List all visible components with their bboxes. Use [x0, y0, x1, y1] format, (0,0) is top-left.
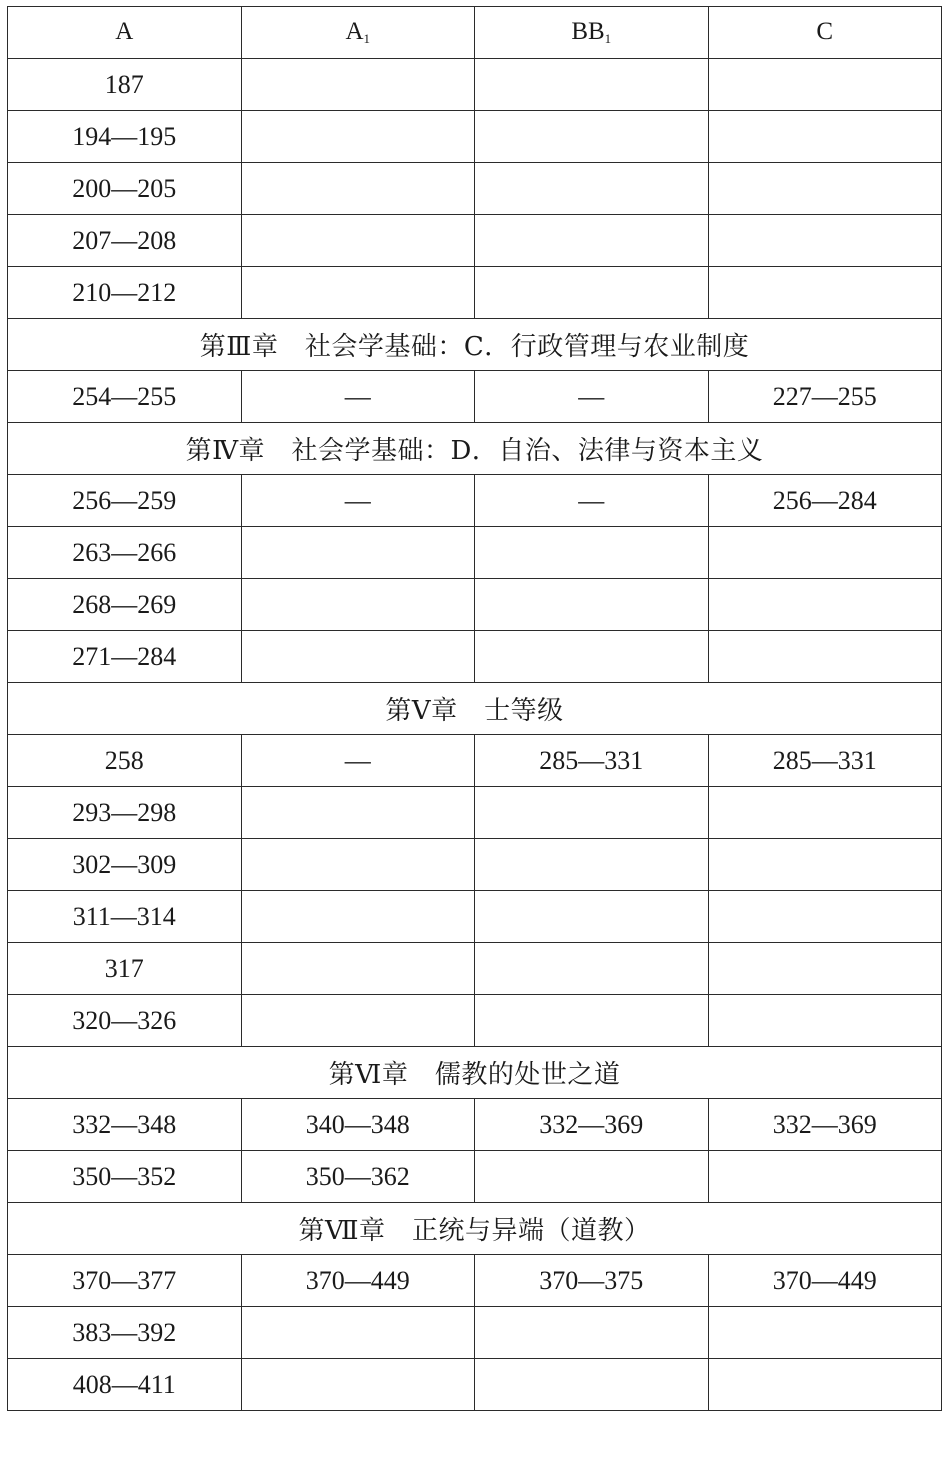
table-cell: [708, 1307, 942, 1359]
table-cell: [475, 995, 709, 1047]
table-cell: [475, 111, 709, 163]
table-cell: [241, 1359, 475, 1411]
column-header-label: A: [115, 18, 134, 45]
table-cell: —: [241, 475, 475, 527]
chapter-heading: 第Ⅴ章 士等级: [8, 683, 942, 735]
table-cell: [241, 943, 475, 995]
column-header-subscript: 1: [604, 31, 612, 46]
table-cell: [475, 839, 709, 891]
concordance-table: [7, 6, 942, 1411]
table-cell: [708, 787, 942, 839]
table-cell: [708, 995, 942, 1047]
column-header-a1: [241, 7, 475, 59]
table-cell: [708, 579, 942, 631]
column-header-bb1: [475, 7, 709, 59]
table-cell: 254—255: [8, 371, 242, 423]
table-cell: 350—362: [241, 1151, 475, 1203]
table-cell: [475, 1151, 709, 1203]
page-table-container: [7, 6, 941, 1411]
table-cell: [241, 215, 475, 267]
table-cell: 194—195: [8, 111, 242, 163]
table-cell: [708, 527, 942, 579]
table-cell: [708, 839, 942, 891]
table-cell: 320—326: [8, 995, 242, 1047]
table-cell: [241, 59, 475, 111]
chapter-heading: 第Ⅵ章 儒教的处世之道: [8, 1047, 942, 1099]
table-row: [8, 1151, 942, 1203]
table-row: [8, 787, 942, 839]
table-cell: [241, 1307, 475, 1359]
table-cell: [475, 267, 709, 319]
chapter-heading: 第Ⅶ章 正统与异端（道教）: [8, 1203, 942, 1255]
table-row: [8, 1359, 942, 1411]
table-cell: 340—348: [241, 1099, 475, 1151]
table-cell: 370—449: [708, 1255, 942, 1307]
table-row: [8, 215, 942, 267]
table-row: [8, 735, 942, 787]
table-cell: [241, 267, 475, 319]
table-cell: 268—269: [8, 579, 242, 631]
table-cell: [708, 215, 942, 267]
table-cell: [475, 59, 709, 111]
table-cell: 258: [8, 735, 242, 787]
table-cell: [475, 1359, 709, 1411]
table-cell: 302—309: [8, 839, 242, 891]
table-cell: [241, 631, 475, 683]
table-cell: 285—331: [475, 735, 709, 787]
table-row: [8, 527, 942, 579]
table-cell: 383—392: [8, 1307, 242, 1359]
table-cell: 256—284: [708, 475, 942, 527]
chapter-heading-row: [8, 1203, 942, 1255]
table-row: [8, 59, 942, 111]
table-cell: [708, 631, 942, 683]
table-cell: 332—369: [475, 1099, 709, 1151]
table-row: [8, 579, 942, 631]
column-header-label: C: [816, 18, 834, 45]
table-row: [8, 163, 942, 215]
table-cell: [708, 1359, 942, 1411]
chapter-heading-row: [8, 423, 942, 475]
table-cell: 350—352: [8, 1151, 242, 1203]
table-cell: [708, 111, 942, 163]
chapter-heading: 第Ⅲ章 社会学基础：C．行政管理与农业制度: [8, 319, 942, 371]
table-cell: 210—212: [8, 267, 242, 319]
table-row: [8, 891, 942, 943]
table-header: [8, 7, 942, 59]
table-cell: [241, 111, 475, 163]
table-cell: [708, 267, 942, 319]
table-cell: [708, 59, 942, 111]
table-row: [8, 475, 942, 527]
chapter-heading-row: [8, 683, 942, 735]
table-row: [8, 1099, 942, 1151]
table-cell: 227—255: [708, 371, 942, 423]
table-cell: —: [475, 371, 709, 423]
table-cell: 285—331: [708, 735, 942, 787]
table-row: [8, 1307, 942, 1359]
column-header-a: [8, 7, 242, 59]
table-cell: 370—375: [475, 1255, 709, 1307]
table-cell: 207—208: [8, 215, 242, 267]
table-cell: —: [241, 371, 475, 423]
table-cell: 311—314: [8, 891, 242, 943]
table-cell: 408—411: [8, 1359, 242, 1411]
column-header-label: BB: [571, 18, 605, 45]
chapter-heading-row: [8, 1047, 942, 1099]
table-cell: 187: [8, 59, 242, 111]
table-cell: —: [475, 475, 709, 527]
table-cell: [475, 943, 709, 995]
table-row: [8, 371, 942, 423]
table-cell: [708, 163, 942, 215]
header-row: [8, 7, 942, 59]
table-cell: [475, 631, 709, 683]
table-cell: [475, 787, 709, 839]
table-cell: 293—298: [8, 787, 242, 839]
table-cell: 332—369: [708, 1099, 942, 1151]
table-row: [8, 1255, 942, 1307]
table-row: [8, 631, 942, 683]
table-row: [8, 995, 942, 1047]
table-cell: 370—377: [8, 1255, 242, 1307]
chapter-heading: 第Ⅳ章 社会学基础：D．自治、法律与资本主义: [8, 423, 942, 475]
table-cell: 271—284: [8, 631, 242, 683]
table-cell: [708, 943, 942, 995]
table-cell: [708, 891, 942, 943]
table-cell: —: [241, 735, 475, 787]
table-cell: [475, 215, 709, 267]
table-cell: [475, 163, 709, 215]
table-row: [8, 839, 942, 891]
table-cell: [475, 527, 709, 579]
table-cell: 263—266: [8, 527, 242, 579]
table-cell: [241, 579, 475, 631]
table-cell: 370—449: [241, 1255, 475, 1307]
column-header-label: A: [345, 18, 364, 45]
table-cell: [475, 891, 709, 943]
table-cell: [241, 527, 475, 579]
column-header-subscript: 1: [363, 31, 371, 46]
table-row: [8, 943, 942, 995]
chapter-heading-row: [8, 319, 942, 371]
table-cell: 200—205: [8, 163, 242, 215]
table-row: [8, 111, 942, 163]
table-cell: [241, 891, 475, 943]
table-cell: [241, 995, 475, 1047]
table-cell: 256—259: [8, 475, 242, 527]
table-cell: [708, 1151, 942, 1203]
table-cell: [475, 579, 709, 631]
table-cell: [241, 839, 475, 891]
table-cell: 317: [8, 943, 242, 995]
column-header-c: [708, 7, 942, 59]
table-cell: [241, 163, 475, 215]
table-row: [8, 267, 942, 319]
table-cell: 332—348: [8, 1099, 242, 1151]
table-cell: [241, 787, 475, 839]
table-body: [8, 59, 942, 1411]
table-cell: [475, 1307, 709, 1359]
